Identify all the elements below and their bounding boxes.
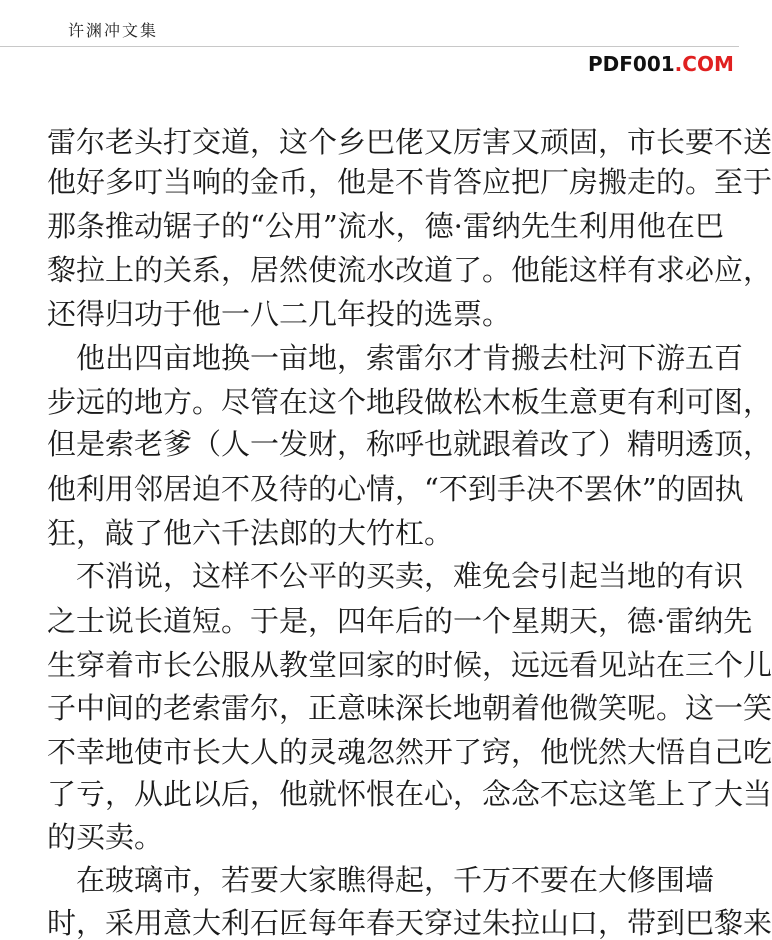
text-line: 他好多叮当响的金币，他是不肯答应把厂房搬走的。至于 — [47, 165, 772, 199]
text-line: 不幸地使市长大人的灵魂忽然开了窍，他恍然大悟自己吃 — [47, 735, 772, 769]
text-line: 那条推动锯子的“公用”流水，德·雷纳先生利用他在巴 — [47, 209, 724, 243]
watermark — [588, 52, 734, 76]
text-line: 的买卖。 — [47, 820, 164, 854]
running-header: 许渊冲文集 — [68, 21, 159, 40]
text-line: 步远的地方。尽管在这个地段做松木板生意更有利可图， — [47, 385, 772, 419]
text-line: 在玻璃市，若要大家瞧得起，千万不要在大修围墙 — [47, 863, 715, 897]
text-line: 他利用邻居迫不及待的心情，“不到手决不罢休”的固执 — [47, 472, 744, 506]
text-line: 黎拉上的关系，居然使流水改道了。他能这样有求必应， — [47, 253, 772, 287]
text-line: 时，采用意大利石匠每年春天穿过朱拉山口，带到巴黎来 — [47, 906, 772, 940]
text-line: 不消说，这样不公平的买卖，难免会引起当地的有识 — [47, 559, 744, 593]
text-line: 子中间的老索雷尔，正意味深长地朝着他微笑呢。这一笑 — [47, 691, 772, 725]
text-line: 之士说长道短。于是，四年后的一个星期天，德·雷纳先 — [47, 604, 753, 638]
watermark-text: PDF001 — [588, 52, 675, 76]
text-line: 了亏，从此以后，他就怀恨在心，念念不忘这笔上了大当 — [47, 777, 772, 811]
text-line: 但是索老爹（人一发财，称呼也就跟着改了）精明透顶， — [47, 427, 772, 461]
text-line: 生穿着市长公服从教堂回家的时候，远远看见站在三个儿 — [47, 648, 772, 682]
text-line: 雷尔老头打交道，这个乡巴佬又厉害又顽固，市长要不送 — [47, 125, 772, 159]
text-line: 还得归功于他一八二几年投的选票。 — [47, 297, 512, 331]
watermark-domain: .COM — [674, 52, 734, 76]
text-line: 狂，敲了他六千法郎的大竹杠。 — [47, 516, 454, 550]
header-divider — [0, 46, 739, 47]
text-line: 他出四亩地换一亩地，索雷尔才肯搬去杜河下游五百 — [47, 341, 744, 375]
